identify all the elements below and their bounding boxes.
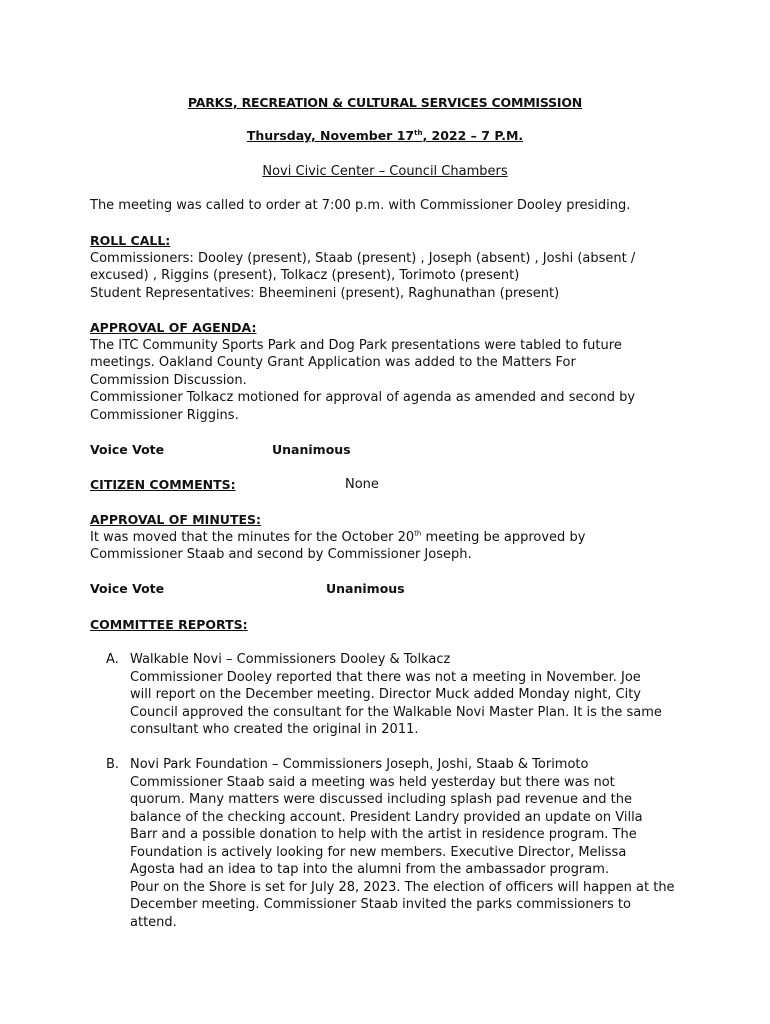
citizen-comments-heading: CITIZEN COMMENTS: bbox=[90, 477, 236, 492]
roll-call-line: excused) , Riggins (present), Tolkacz (present), Torimoto (present) bbox=[90, 268, 520, 283]
roll-call-heading: ROLL CALL: bbox=[90, 233, 171, 248]
item-body bbox=[130, 651, 690, 739]
roll-call-line: Commissioners: Dooley (present), Staab (present) , Joseph (absent) , Joshi (absent / bbox=[90, 250, 636, 266]
item-line: December meeting. Commissioner Staab invited the parks commissioners to bbox=[130, 897, 631, 912]
item-line: Commissioner Staab said a meeting was held yesterday but there was not bbox=[130, 774, 615, 790]
commission-title: PARKS, RECREATION & CULTURAL SERVICES COMMISSION bbox=[187, 95, 583, 110]
item-marker: B. bbox=[106, 757, 120, 772]
item-line: Foundation is actively looking for new members. Executive Director, Melissa bbox=[130, 844, 627, 860]
roll-call-section bbox=[90, 232, 690, 302]
approval-agenda-heading: APPROVAL OF AGENDA: bbox=[90, 320, 257, 335]
agenda-line: The ITC Community Sports Park and Dog Park presentations were tabled to future bbox=[90, 337, 622, 353]
item-line: Commissioner Dooley reported that there was not a meeting in November. Joe bbox=[130, 669, 641, 685]
item-line: Agosta had an idea to tap into the alumni from the ambassador program. bbox=[130, 862, 610, 877]
agenda-line: Commission Discussion. bbox=[90, 372, 247, 388]
roll-call-line: Student Representatives: Bheemineni (present), Raghunathan (present) bbox=[90, 285, 560, 301]
approval-agenda-section bbox=[90, 319, 690, 424]
agenda-vote-label: Voice Vote bbox=[90, 442, 165, 457]
agenda-line: Commissioner Tolkacz motioned for approval of agenda as amended and second by bbox=[90, 390, 636, 405]
item-line: Novi Park Foundation – Commissioners Joseph, Joshi, Staab & Torimoto bbox=[130, 757, 589, 772]
item-body bbox=[130, 756, 690, 931]
item-line: Pour on the Shore is set for July 28, 2023. The election of officers will happen at the bbox=[130, 879, 675, 895]
meeting-date-time: , 2022 – 7 P.M. bbox=[422, 128, 524, 143]
item-line: Walkable Novi – Commissioners Dooley & Tolkacz bbox=[130, 652, 451, 667]
minutes-line bbox=[90, 529, 690, 547]
call-to-order: The meeting was called to order at 7:00 p.m. with Commissioner Dooley presiding. bbox=[90, 198, 631, 213]
minutes-vote-label: Voice Vote bbox=[90, 581, 165, 596]
agenda-vote-value: Unanimous bbox=[272, 442, 351, 457]
item-line: Council approved the consultant for the Walkable Novi Master Plan. It is the same bbox=[130, 704, 662, 720]
item-line: balance of the checking account. President Landry provided an update on Villa bbox=[130, 809, 643, 825]
minutes-line-text-end: meeting be approved by bbox=[421, 529, 586, 545]
meeting-date-suffix: th bbox=[414, 128, 423, 137]
meeting-date bbox=[0, 128, 770, 143]
citizen-comments-value: None bbox=[345, 477, 379, 492]
item-line: attend. bbox=[130, 914, 177, 930]
agenda-line: Commissioner Riggins. bbox=[90, 407, 239, 423]
minutes-line-suffix: th bbox=[414, 529, 422, 538]
agenda-line: meetings. Oakland County Grant Application was added to the Matters For bbox=[90, 355, 576, 370]
item-line: Barr and a possible donation to help with the artist in residence program. The bbox=[130, 827, 637, 842]
committee-reports-heading: COMMITTEE REPORTS: bbox=[90, 617, 248, 632]
item-line: will report on the December meeting. Director Muck added Monday night, City bbox=[130, 687, 642, 702]
minutes-line: Commissioner Staab and second by Commissioner Joseph. bbox=[90, 547, 472, 562]
minutes-line-text: It was moved that the minutes for the October 20 bbox=[90, 529, 415, 545]
item-line: consultant who created the original in 2011. bbox=[130, 722, 419, 737]
approval-minutes-heading: APPROVAL OF MINUTES: bbox=[90, 512, 262, 527]
minutes-vote-value: Unanimous bbox=[326, 581, 405, 596]
item-line: quorum. Many matters were discussed including splash pad revenue and the bbox=[130, 792, 633, 807]
item-marker: A. bbox=[106, 652, 119, 667]
meeting-location: Novi Civic Center – Council Chambers bbox=[262, 164, 508, 179]
approval-minutes-section bbox=[90, 511, 690, 564]
meeting-date-main: Thursday, November 17 bbox=[246, 128, 415, 143]
